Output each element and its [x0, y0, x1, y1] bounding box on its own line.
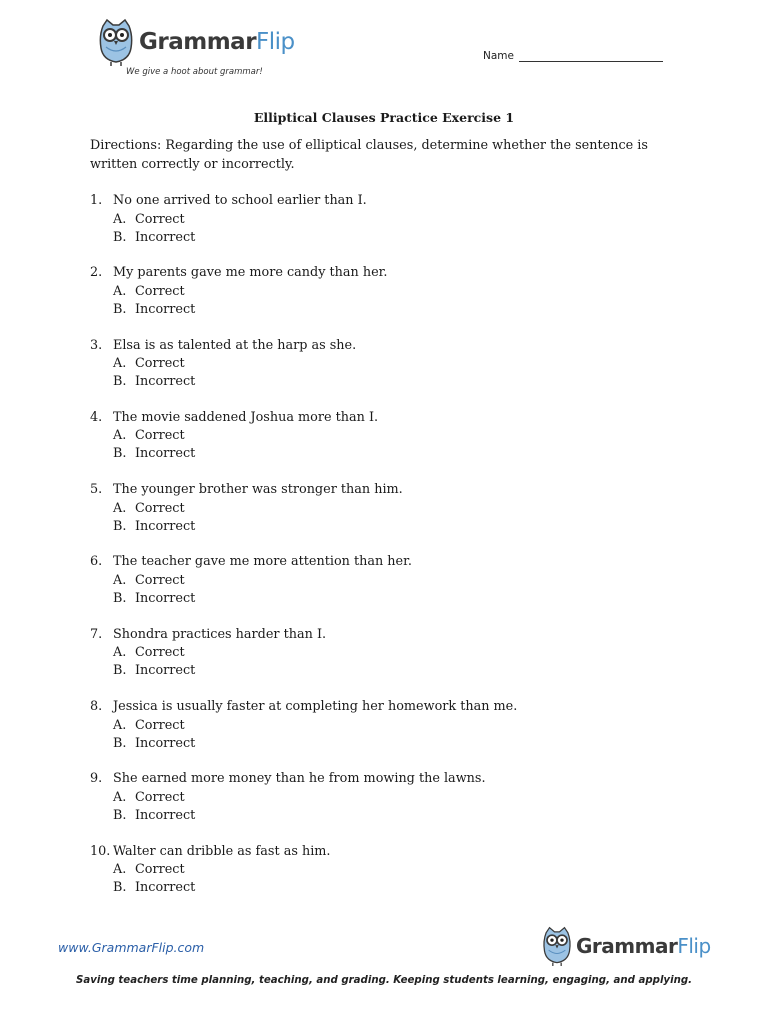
- option-letter: A.: [113, 211, 127, 227]
- option-text: Correct: [135, 356, 185, 372]
- option-a[interactable]: [90, 283, 670, 301]
- question-item: [90, 698, 670, 770]
- website-link[interactable]: www.GrammarFlip.com: [58, 940, 205, 955]
- option-text: Incorrect: [135, 301, 196, 317]
- option-letter: A.: [113, 428, 127, 444]
- name-label: Name: [483, 50, 514, 62]
- option-a[interactable]: [90, 427, 670, 445]
- option-a[interactable]: [90, 211, 670, 229]
- option-a[interactable]: [90, 861, 670, 879]
- option-b[interactable]: [90, 879, 670, 897]
- question-text: The teacher gave me more attention than her.: [113, 554, 412, 570]
- option-letter: A.: [113, 283, 127, 299]
- option-text: Correct: [135, 428, 185, 444]
- option-text: Correct: [135, 500, 185, 516]
- option-b[interactable]: [90, 662, 670, 680]
- grammarflip-logo-footer: [541, 926, 711, 966]
- grammarflip-logo: [97, 18, 295, 66]
- option-text: Correct: [135, 862, 185, 878]
- question-item: [90, 481, 670, 553]
- option-letter: A.: [113, 789, 127, 805]
- question-text: Walter can dribble as fast as him.: [113, 843, 331, 859]
- option-text: Correct: [135, 717, 185, 733]
- logo-wordmark: GrammarFlip: [576, 934, 711, 958]
- question-item: [90, 843, 670, 915]
- page-title: Elliptical Clauses Practice Exercise 1: [253, 110, 515, 125]
- option-b[interactable]: [90, 301, 670, 319]
- question-number: 6.: [90, 554, 103, 570]
- option-letter: A.: [113, 645, 127, 661]
- owl-icon: [541, 926, 573, 966]
- question-number: 4.: [90, 409, 103, 425]
- question-number: 3.: [90, 337, 103, 353]
- option-text: Incorrect: [135, 807, 196, 823]
- question-number: 1.: [90, 193, 103, 208]
- option-letter: B.: [113, 301, 127, 317]
- option-text: Correct: [135, 789, 185, 805]
- option-letter: A.: [113, 356, 127, 372]
- tagline: We give a hoot about grammar!: [126, 67, 263, 77]
- owl-icon: [97, 18, 135, 66]
- name-field[interactable]: [483, 50, 663, 62]
- question-text: The younger brother was stronger than him.: [113, 482, 403, 498]
- option-text: Correct: [135, 211, 185, 227]
- question-text: Jessica is usually faster at completing her homework than me.: [113, 699, 518, 715]
- option-letter: B.: [113, 807, 127, 823]
- option-b[interactable]: [90, 373, 670, 391]
- option-a[interactable]: [90, 572, 670, 590]
- question-item: [90, 409, 670, 481]
- directions: Directions: Regarding the use of elliptical clauses, determine whether the sentence is written correctly or incorrectly.: [90, 138, 648, 172]
- question-item: [90, 192, 670, 264]
- question-number: 7.: [90, 626, 103, 642]
- question-text: She earned more money than he from mowing the lawns.: [113, 771, 486, 787]
- question-text: The movie saddened Joshua more than I.: [113, 409, 379, 425]
- option-b[interactable]: [90, 445, 670, 463]
- option-text: Correct: [135, 283, 185, 299]
- option-text: Incorrect: [135, 735, 196, 751]
- question-text: Shondra practices harder than I.: [113, 626, 327, 642]
- option-letter: B.: [113, 663, 127, 679]
- option-text: Correct: [135, 645, 185, 661]
- option-text: Incorrect: [135, 446, 196, 462]
- option-letter: A.: [113, 500, 127, 516]
- question-list: [90, 192, 670, 915]
- question-number: 2.: [90, 265, 103, 281]
- question-item: [90, 626, 670, 698]
- question-number: 5.: [90, 482, 103, 498]
- option-text: Incorrect: [135, 518, 196, 534]
- option-text: Incorrect: [135, 590, 196, 606]
- option-b[interactable]: [90, 229, 670, 247]
- option-a[interactable]: [90, 355, 670, 373]
- option-letter: B.: [113, 590, 127, 606]
- option-b[interactable]: [90, 807, 670, 825]
- option-text: Incorrect: [135, 374, 196, 390]
- logo-wordmark: GrammarFlip: [139, 28, 295, 55]
- footer-slogan: Saving teachers time planning, teaching, and grading. Keeping students learning, engaging, and applying.: [76, 975, 692, 986]
- question-number: 8.: [90, 699, 103, 715]
- name-blank-line[interactable]: [519, 50, 663, 62]
- option-a[interactable]: [90, 500, 670, 518]
- option-a[interactable]: [90, 644, 670, 662]
- option-b[interactable]: [90, 518, 670, 536]
- question-item: [90, 553, 670, 625]
- option-a[interactable]: [90, 717, 670, 735]
- option-text: Incorrect: [135, 229, 196, 245]
- option-text: Incorrect: [135, 880, 196, 896]
- option-letter: A.: [113, 862, 127, 878]
- option-letter: B.: [113, 880, 127, 896]
- option-text: Correct: [135, 572, 185, 588]
- option-b[interactable]: [90, 590, 670, 608]
- option-letter: B.: [113, 518, 127, 534]
- question-number: 9.: [90, 771, 103, 787]
- option-text: Incorrect: [135, 663, 196, 679]
- question-item: [90, 770, 670, 842]
- question-text: My parents gave me more candy than her.: [113, 265, 388, 281]
- option-b[interactable]: [90, 735, 670, 753]
- option-letter: A.: [113, 572, 127, 588]
- question-text: No one arrived to school earlier than I.: [113, 193, 367, 208]
- option-letter: B.: [113, 446, 127, 462]
- option-letter: A.: [113, 717, 127, 733]
- question-item: [90, 337, 670, 409]
- question-item: [90, 264, 670, 336]
- question-number: 10.: [90, 843, 111, 859]
- question-text: Elsa is as talented at the harp as she.: [113, 337, 357, 353]
- option-letter: B.: [113, 735, 127, 751]
- option-letter: B.: [113, 229, 127, 245]
- option-letter: B.: [113, 374, 127, 390]
- option-a[interactable]: [90, 789, 670, 807]
